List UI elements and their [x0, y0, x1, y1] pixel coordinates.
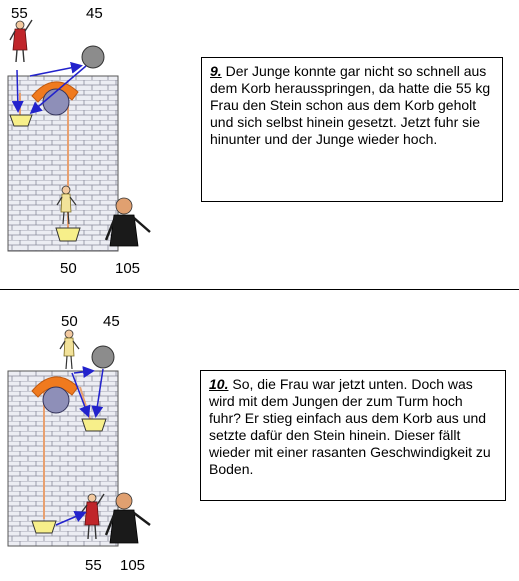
- stone: [92, 346, 114, 368]
- description-box: [201, 57, 503, 202]
- weight-label-boy: 50: [60, 260, 77, 277]
- description-text: Der Junge konnte gar nicht so schnell aus dem Korb herausspringen, da hatte die 55 kg Frau den Stein schon aus dem Korb geholt und sich selbst hinein gesetzt. Jetzt fuhr sie hinunter und der Junge wieder hoch.: [210, 63, 491, 147]
- panel-divider: [0, 289, 519, 290]
- boy-figure: [60, 330, 79, 369]
- weight-label-woman: 55: [11, 5, 28, 22]
- weight-label-man: 105: [120, 557, 146, 574]
- scene-step-9: [0, 0, 519, 290]
- weight-label-stone: 45: [86, 5, 103, 22]
- step-number: 10.: [209, 376, 229, 392]
- weight-label-stone: 45: [103, 313, 120, 330]
- description-text: So, die Frau war jetzt unten. Doch was wird mit dem Jungen der zum Turm hoch fuhr? Er stieg einfach aus dem Korb aus und setzte dafür den Stein hinein. Dieser fällt wieder mit einer rasanten Geschwindigkeit zu Boden.: [209, 376, 491, 477]
- weight-label-boy: 50: [61, 313, 78, 330]
- weight-label-woman: 55: [85, 557, 102, 574]
- arrow-woman-to-stone: [30, 66, 80, 76]
- description-box: [200, 370, 506, 501]
- pulley-wheel: [43, 387, 69, 413]
- arrow-woman-down: [17, 70, 18, 110]
- pulley-wheel: [43, 89, 69, 115]
- basket-top: [10, 115, 32, 126]
- weight-label-man: 105: [115, 260, 141, 277]
- woman-figure: [10, 20, 32, 62]
- scene-step-10: [0, 291, 519, 581]
- step-number: 9.: [210, 63, 222, 79]
- basket-bottom: [32, 521, 56, 533]
- basket-bottom: [56, 228, 80, 241]
- stone: [82, 46, 104, 68]
- basket-top: [82, 419, 106, 431]
